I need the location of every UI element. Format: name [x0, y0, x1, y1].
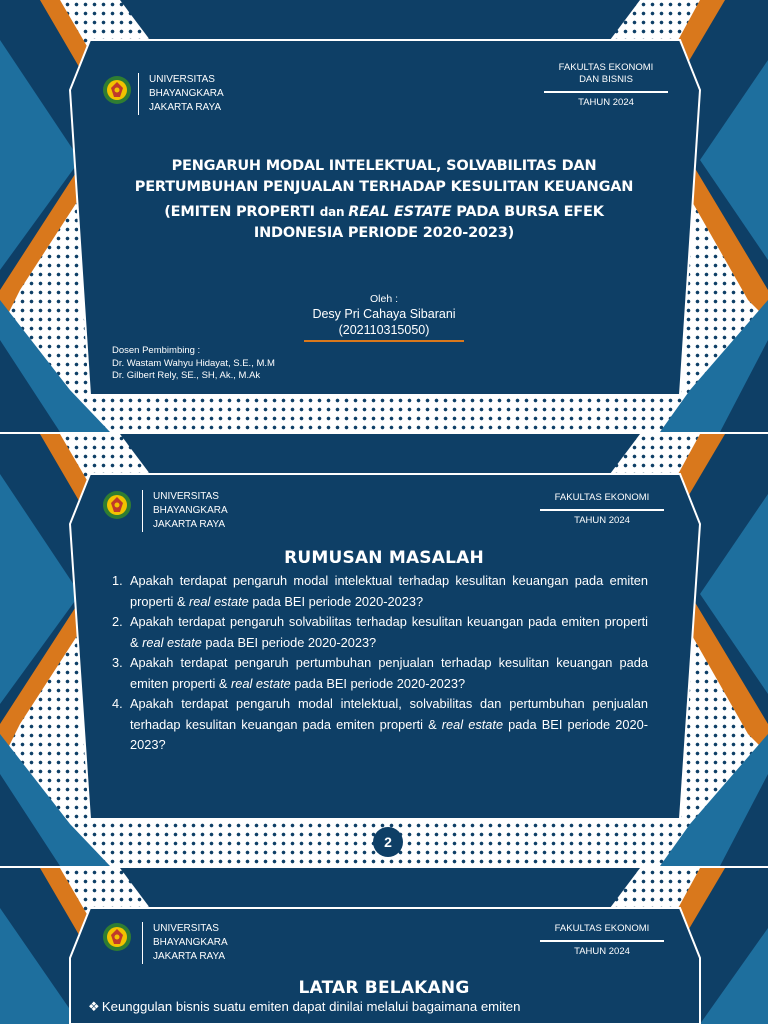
faculty-divider: [544, 91, 668, 93]
faculty-block: [540, 492, 664, 527]
faculty-line1: FAKULTAS EKONOMI: [558, 62, 654, 73]
slide-title: [0, 0, 768, 432]
by-label: Oleh :: [369, 293, 398, 305]
university-crest-icon: [102, 75, 132, 105]
author-id: (202110315050): [338, 323, 430, 337]
title-line3-part-b: dan: [319, 205, 349, 219]
list-item-number: 1.: [112, 573, 123, 588]
list-item-number: 3.: [112, 655, 123, 670]
university-crest-icon: [102, 490, 132, 520]
university-name-line3: JAKARTA RAYA: [153, 951, 226, 962]
thesis-title: [90, 156, 678, 244]
university-name-line1: UNIVERSITAS: [153, 923, 219, 934]
advisor-label: Dosen Pembimbing :: [112, 345, 201, 356]
list-item-text: Apakah terdapat pengaruh modal intelektual terhadap kesulitan keuangan pada emiten properti &: [130, 573, 648, 609]
list-item-emphasis: real estate: [142, 634, 202, 650]
list-item-emphasis: real estate: [231, 675, 291, 691]
list-item-number: 2.: [112, 614, 123, 629]
list-item-text: Apakah terdapat pengaruh pertumbuhan penjualan terhadap kesulitan keuangan pada emiten properti &: [130, 655, 648, 691]
author-block: [234, 292, 534, 342]
list-item-text: Apakah terdapat pengaruh solvabilitas terhadap kesulitan keuangan pada emiten properti &: [130, 614, 648, 650]
university-name-line3: JAKARTA RAYA: [153, 519, 226, 530]
page-number-badge: 2: [373, 827, 403, 857]
slide-rumusan-masalah: [0, 434, 768, 866]
title-line4: INDONESIA PERIODE 2020-2023): [253, 225, 515, 241]
title-line3-part-c: REAL ESTATE: [348, 204, 452, 220]
university-name-line1: UNIVERSITAS: [149, 74, 215, 85]
university-name-line3: JAKARTA RAYA: [149, 102, 222, 113]
university-name-line2: BHAYANGKARA: [153, 937, 228, 948]
list-item: [110, 653, 648, 694]
advisor-2: Dr. Gilbert Rely, SE., SH, Ak., M.Ak: [112, 370, 261, 381]
faculty-line1: FAKULTAS EKONOMI: [554, 492, 650, 503]
university-name: [138, 73, 224, 115]
title-line3-part-a: (EMITEN PROPERTI: [164, 204, 320, 220]
year-label: TAHUN 2024: [574, 514, 630, 526]
title-line3: [90, 202, 678, 223]
year-label: TAHUN 2024: [578, 96, 634, 108]
faculty-line1: FAKULTAS EKONOMI: [554, 923, 650, 934]
list-item-text-end: pada BEI periode 2020-2023?: [248, 593, 424, 609]
list-item: [110, 571, 648, 612]
faculty-line2: DAN BISNIS: [579, 74, 633, 85]
list-item: [110, 694, 648, 756]
author-name: Desy Pri Cahaya Sibarani: [312, 307, 456, 321]
list-item-text-end: pada BEI periode 2020-2023?: [130, 716, 648, 752]
bullet-paragraph: [88, 998, 648, 1016]
list-item-emphasis: real estate: [441, 716, 504, 732]
year-label: TAHUN 2024: [574, 945, 630, 957]
faculty-block: [540, 923, 664, 958]
list-item-text-end: pada BEI periode 2020-2023?: [290, 675, 466, 691]
list-item-text: Apakah terdapat pengaruh modal intelektual, solvabilitas dan pertumbuhan penjualan terhadap kesulitan keuangan pada emiten properti &: [130, 696, 648, 732]
section-heading: LATAR BELAKANG: [298, 978, 470, 998]
advisor-block: [112, 345, 275, 383]
list-item-text-end: pada BEI periode 2020-2023?: [201, 634, 377, 650]
faculty-divider: [540, 940, 664, 942]
faculty-block: [544, 62, 668, 109]
list-item: [110, 612, 648, 653]
university-name-line1: UNIVERSITAS: [153, 491, 219, 502]
university-name-line2: BHAYANGKARA: [149, 88, 224, 99]
bullet-marker-icon: ❖: [88, 999, 100, 1014]
university-crest-icon: [102, 922, 132, 952]
title-line2: PERTUMBUHAN PENJUALAN TERHADAP KESULITAN KEUANGAN: [134, 179, 634, 195]
advisor-1: Dr. Wastam Wahyu Hidayat, S.E., M.M: [112, 357, 275, 369]
university-name-line2: BHAYANGKARA: [153, 505, 228, 516]
problem-list: [110, 571, 648, 756]
university-name: [142, 922, 228, 964]
section-heading: RUMUSAN MASALAH: [284, 548, 484, 568]
title-line1: PENGARUH MODAL INTELEKTUAL, SOLVABILITAS DAN: [171, 158, 597, 174]
faculty-divider: [540, 509, 664, 511]
bullet-text: Keunggulan bisnis suatu emiten dapat dinilai melalui bagaimana emiten: [101, 999, 521, 1014]
university-name: [142, 490, 228, 532]
title-line3-part-d: PADA BURSA EFEK: [451, 204, 604, 220]
list-item-number: 4.: [112, 696, 123, 711]
list-item-emphasis: real estate: [189, 593, 249, 609]
author-divider: [304, 340, 464, 342]
